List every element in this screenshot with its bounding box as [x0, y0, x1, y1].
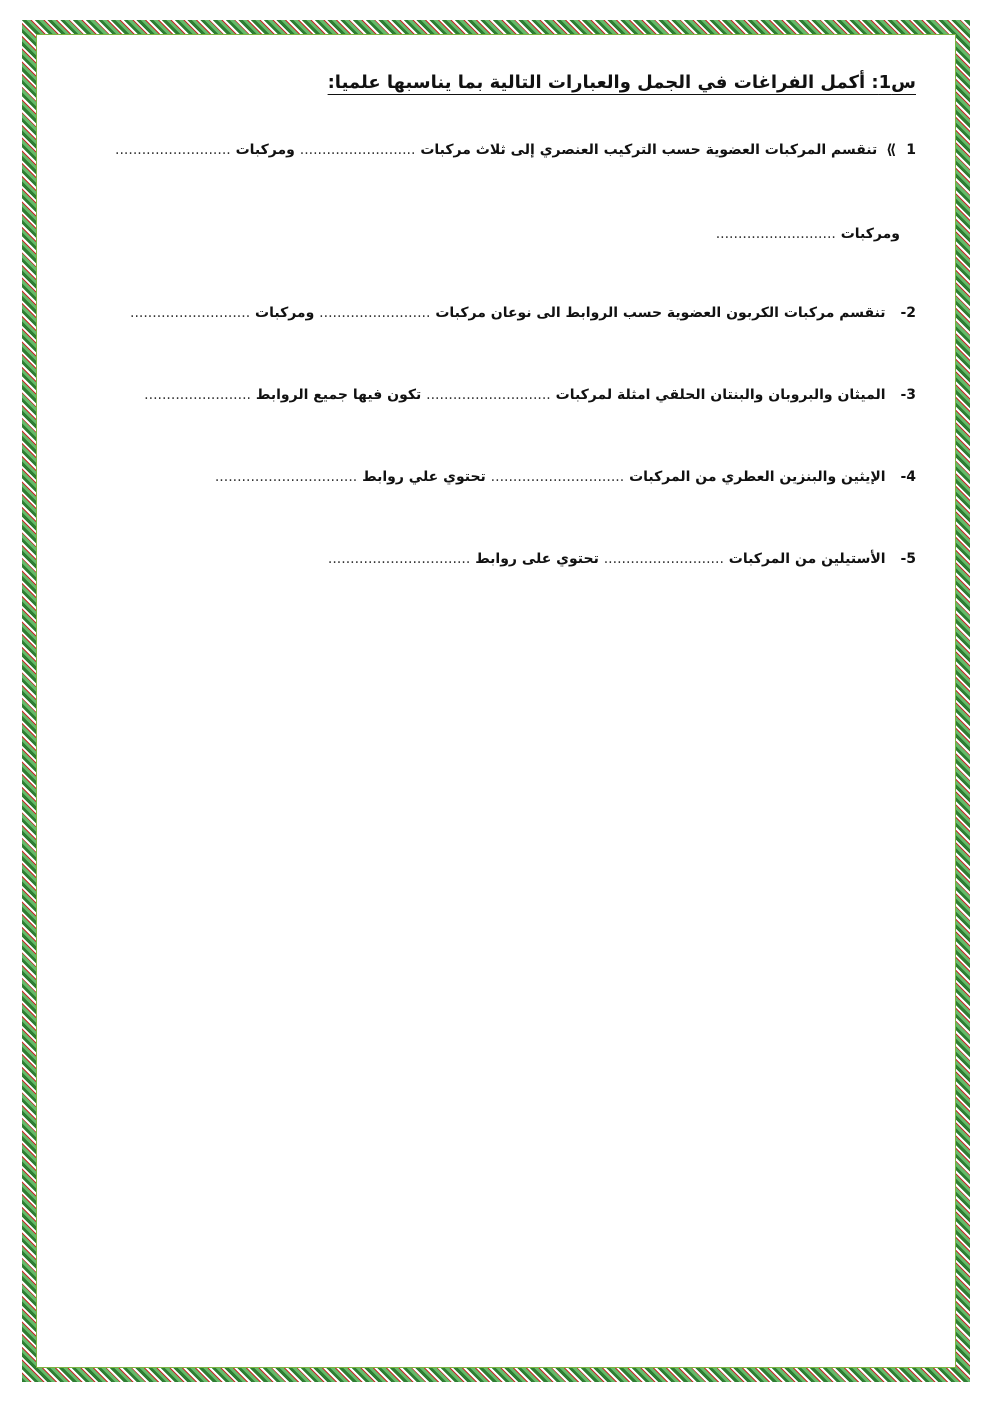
- question-number: 2-: [900, 305, 916, 321]
- answer-blank[interactable]: ................................: [214, 469, 358, 485]
- answer-blank[interactable]: ................................: [327, 551, 471, 567]
- answer-blank[interactable]: ............................: [426, 387, 551, 403]
- question-1-line-1: [115, 142, 916, 158]
- question-5: [328, 551, 916, 567]
- question-connector: تحتوي علي روابط: [362, 469, 486, 485]
- decorative-holly-border: [22, 20, 970, 1382]
- question-2: [130, 305, 916, 321]
- question-connector: ومركبات: [840, 226, 900, 242]
- question-connector: تكون فيها جميع الروابط: [255, 387, 422, 403]
- page-title: س1: أكمل الفراغات في الجمل والعبارات التالية بما يناسبها علميا:: [327, 72, 916, 93]
- question-text: الأستيلين من المركبات: [728, 551, 886, 567]
- answer-blank[interactable]: ..............................: [490, 469, 625, 485]
- answer-blank[interactable]: ...........................: [130, 305, 251, 321]
- question-text: الميثان والبروبان والبنتان الحلقي امثلة لمركبات: [555, 387, 886, 403]
- answer-blank[interactable]: .........................: [319, 305, 431, 321]
- question-text: الإيثين والبنزين العطري من المركبات: [629, 469, 886, 485]
- question-number: 1: [906, 142, 916, 158]
- answer-blank[interactable]: ...........................: [715, 226, 836, 242]
- question-connector: ومركبات: [255, 305, 315, 321]
- question-1-line-2: [716, 226, 900, 242]
- question-number: 5-: [900, 551, 916, 567]
- question-text: تنقسم المركبات العضوية حسب التركيب العنصري إلى ثلاث مركبات: [420, 142, 878, 158]
- answer-blank[interactable]: ..........................: [299, 142, 416, 158]
- question-connector: تحتوي على روابط: [475, 551, 599, 567]
- question-number: 4-: [900, 469, 916, 485]
- answer-blank[interactable]: ........................: [144, 387, 251, 403]
- question-text: تنقسم مركبات الكربون العضوية حسب الروابط الى نوعان مركبات: [435, 305, 886, 321]
- answer-blank[interactable]: ..........................: [115, 142, 231, 158]
- question-connector: ومركبات: [235, 142, 295, 158]
- question-4: [215, 469, 916, 485]
- answer-blank[interactable]: ...........................: [603, 551, 724, 567]
- chevron-marker-icon: ⟫: [886, 142, 897, 158]
- question-3: [144, 387, 916, 403]
- question-number: 3-: [900, 387, 916, 403]
